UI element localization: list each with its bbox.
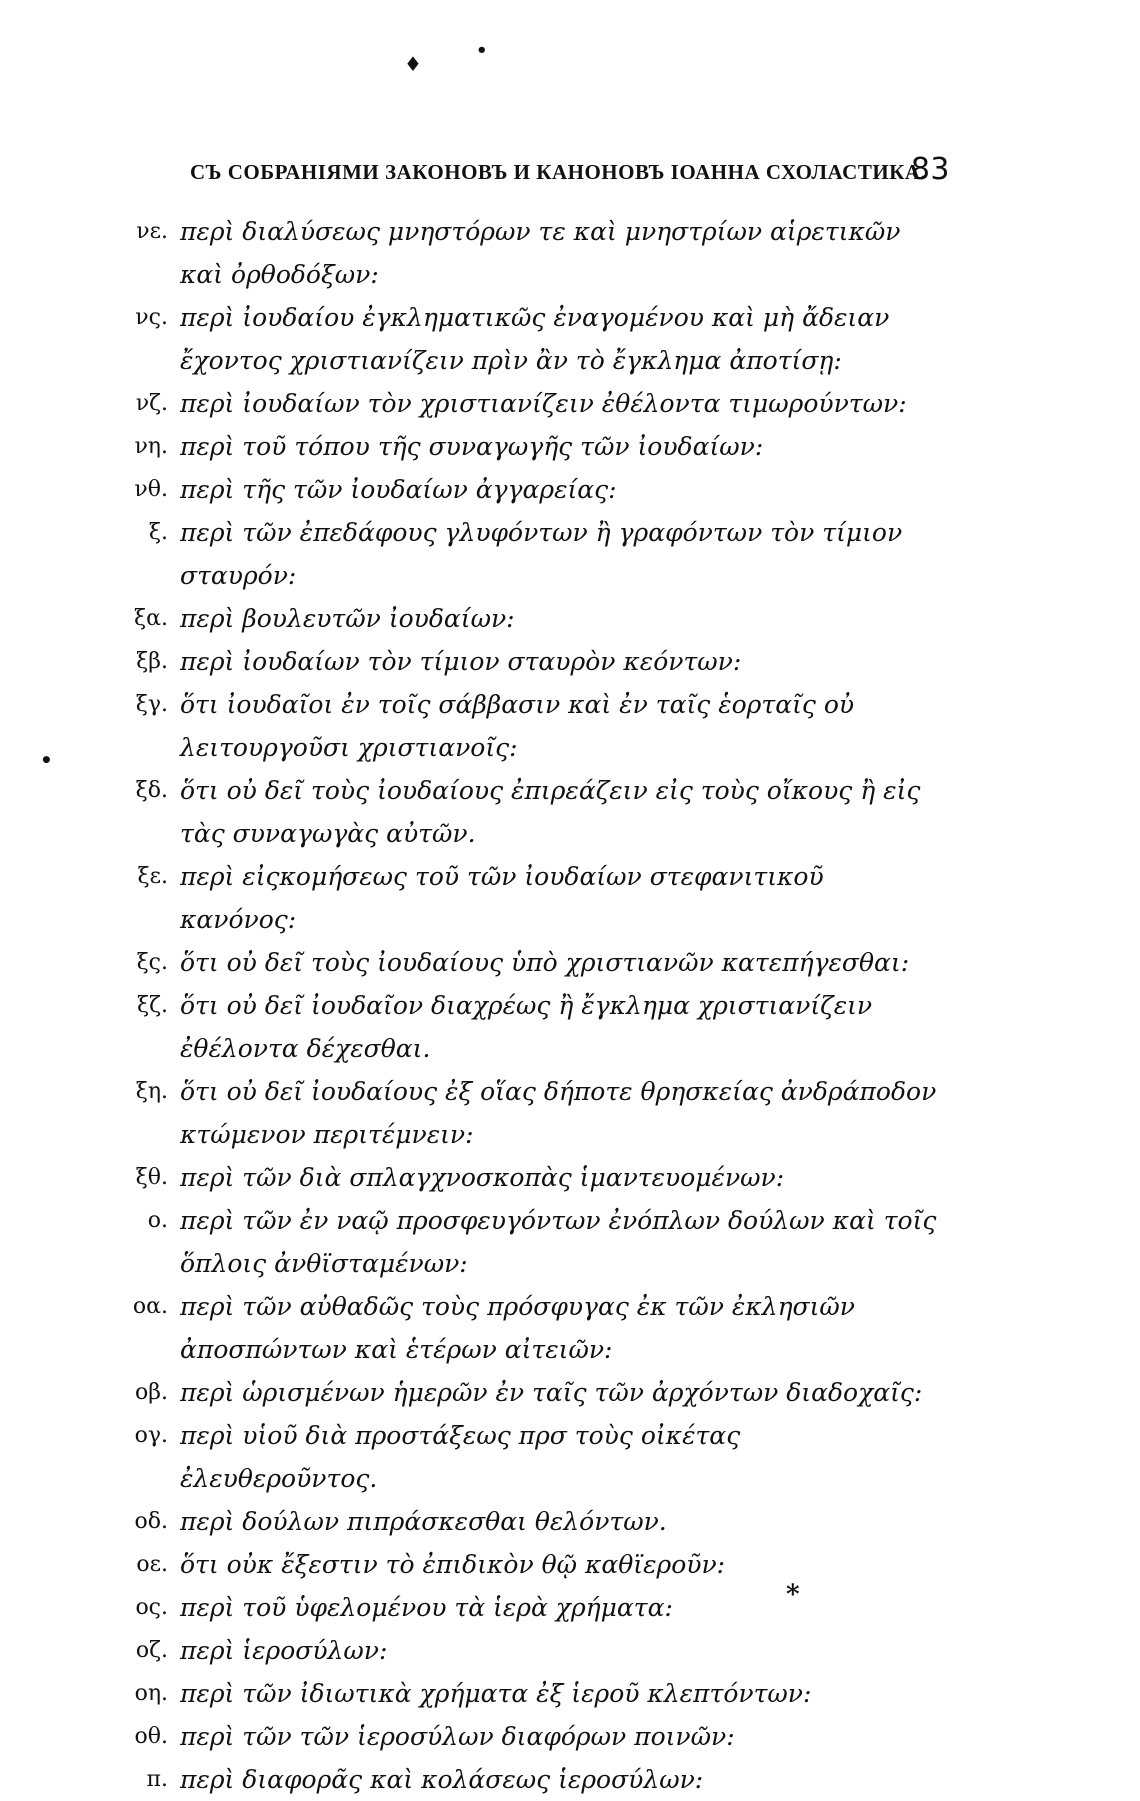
list-item	[120, 1199, 940, 1285]
ink-star-bottom: *	[786, 1580, 800, 1610]
entry-text: ὅτι ἰουδαῖοι ἐν τοῖς σάββασιν καὶ ἐν ταῖς ἑορταῖς οὐ λειτουργοῦσι χριστιανοῖς:	[180, 690, 855, 762]
list-item	[120, 1500, 940, 1543]
entry-number: ξη.	[135, 1079, 168, 1104]
entry-text: περὶ τῶν αὐθαδῶς τοὺς πρόσφυγας ἐκ τῶν ἐκλησιῶν ἀποσπώντων καὶ ἑτέρων αἰτειῶν:	[180, 1292, 855, 1364]
entry-number: ξς.	[136, 950, 168, 975]
entry-number: ξα.	[134, 606, 168, 631]
ink-dot-side: •	[40, 748, 53, 772]
entry-text: περὶ διαφορᾶς καὶ κολάσεως ἱεροσύλων:	[180, 1765, 704, 1794]
entry-text: περὶ ἱεροσύλων:	[180, 1636, 388, 1665]
entry-number: ξε.	[137, 864, 168, 889]
entry-text: ὅτι οὐ δεῖ τοὺς ἰουδαίους ὑπὸ χριστιανῶν κατεπήγεσθαι:	[180, 948, 910, 977]
entry-number: ος.	[135, 1595, 168, 1620]
list-item	[120, 855, 940, 941]
entry-number: ξ.	[148, 520, 168, 545]
entry-number: οδ.	[134, 1509, 168, 1534]
list-item	[120, 511, 940, 597]
header-title: СЪ СОБРАНІЯМИ ЗАКОНОВЪ И КАНОНОВЪ ІОАННА СХОЛАСТИКА.	[190, 160, 927, 184]
list-item	[120, 425, 940, 468]
entry-number: ξγ.	[135, 692, 168, 717]
entry-text: περὶ ἰουδαίων τὸν χριστιανίζειν ἐθέλοντα τιμωρούντων:	[180, 389, 907, 418]
entry-number: οβ.	[135, 1380, 168, 1405]
entry-text: περὶ διαλύσεως μνηστόρων τε καὶ μνηστρίων αἱρετικῶν καὶ ὀρθοδόξων:	[180, 217, 901, 289]
entry-number: ογ.	[134, 1423, 168, 1448]
entry-text: περὶ τῶν τῶν ἱεροσύλων διαφόρων ποινῶν:	[180, 1722, 735, 1751]
page-number: 83	[910, 152, 950, 187]
entry-number: νς.	[135, 305, 168, 330]
list-item	[120, 382, 940, 425]
entry-number: νη.	[134, 434, 168, 459]
list-item	[120, 1156, 940, 1199]
entry-text: ὅτι οὐ δεῖ τοὺς ἰουδαίους ἐπιρεάζειν εἰς τοὺς οἴκους ἢ εἰς τὰς συναγωγὰς αὐτῶν.	[180, 776, 921, 848]
list-item	[120, 597, 940, 640]
running-header	[190, 152, 950, 187]
entry-text: περὶ δούλων πιπράσκεσθαι θελόντων.	[180, 1507, 667, 1536]
entry-text: περὶ τοῦ τόπου τῆς συναγωγῆς τῶν ἰουδαίων:	[180, 432, 764, 461]
entry-text: περὶ τῶν διὰ σπλαγχνοσκοπὰς ἱμαντευομένων:	[180, 1163, 785, 1192]
list-item	[120, 640, 940, 683]
list-item	[120, 1586, 940, 1629]
entry-number: νε.	[136, 219, 168, 244]
entry-text: περὶ τοῦ ὑφελομένου τὰ ἱερὰ χρήματα:	[180, 1593, 673, 1622]
entry-text: περὶ βουλευτῶν ἰουδαίων:	[180, 604, 515, 633]
entry-text: ὅτι οὐκ ἔξεστιν τὸ ἐπιδικὸν θῷ καθϊεροῦν:	[180, 1550, 726, 1579]
list-item	[120, 296, 940, 382]
entry-text: περὶ ὡρισμένων ἡμερῶν ἐν ταῖς τῶν ἀρχόντων διαδοχαῖς:	[180, 1378, 923, 1407]
entry-number: νζ.	[135, 391, 168, 416]
entry-text: περὶ ἰουδαίων τὸν τίμιον σταυρὸν κεόντων:	[180, 647, 742, 676]
entry-number: οη.	[134, 1681, 168, 1706]
entry-text: περὶ εἰςκομήσεως τοῦ τῶν ἰουδαίων στεφανιτικοῦ κανόνος:	[180, 862, 824, 934]
list-item	[120, 1070, 940, 1156]
list-item	[120, 1543, 940, 1586]
entry-text: περὶ υἱοῦ διὰ προστάξεως πρσ τοὺς οἰκέτας ἐλευθεροῦντος.	[180, 1421, 741, 1493]
entry-number: ξζ.	[136, 993, 168, 1018]
list-item	[120, 1758, 940, 1801]
list-item	[120, 769, 940, 855]
entry-text: ὅτι οὐ δεῖ ἰουδαίους ἐξ οἵας δήποτε θρησκείας ἀνδράποδον κτώμενον περιτέμνειν:	[180, 1077, 937, 1149]
list-item	[120, 941, 940, 984]
list-item	[120, 984, 940, 1070]
entry-text: ὅτι οὐ δεῖ ἰουδαῖον διαχρέως ἢ ἔγκλημα χριστιανίζειν ἐθέλοντα δέχεσθαι.	[180, 991, 873, 1063]
entry-number: οα.	[132, 1294, 168, 1319]
ink-dot-top: •	[476, 40, 488, 61]
entry-text: περὶ τῶν ἰδιωτικὰ χρήματα ἐξ ἱεροῦ κλεπτόντων:	[180, 1679, 812, 1708]
list-item	[120, 1414, 940, 1500]
ink-mark-top: ♦	[404, 52, 422, 76]
entry-number: ξβ.	[136, 649, 168, 674]
list-item	[120, 1285, 940, 1371]
list-item	[120, 1672, 940, 1715]
list-item	[120, 1715, 940, 1758]
entry-number: ο.	[147, 1208, 168, 1233]
entry-number: νθ.	[134, 477, 168, 502]
entry-number: οθ.	[134, 1724, 168, 1749]
entry-number: ξδ.	[135, 778, 168, 803]
entry-text: περὶ τῆς τῶν ἰουδαίων ἀγγαρείας:	[180, 475, 617, 504]
list-item	[120, 683, 940, 769]
entry-number: π.	[146, 1767, 168, 1792]
list-item	[120, 210, 940, 296]
entry-text: περὶ τῶν ἐπεδάφους γλυφόντων ἢ γραφόντων τὸν τίμιον σταυρόν:	[180, 518, 903, 590]
list-item	[120, 1371, 940, 1414]
list-item	[120, 1629, 940, 1672]
list-item	[120, 468, 940, 511]
entry-number: ξθ.	[135, 1165, 168, 1190]
entry-text: περὶ ἰουδαίου ἐγκληματικῶς ἐναγομένου καὶ μὴ ἄδειαν ἔχοντος χριστιανίζειν πρὶν ἂν τὸ ἔγκλημα ἀποτίσῃ:	[180, 303, 890, 375]
canon-list	[120, 210, 940, 1801]
entry-number: οζ.	[135, 1638, 168, 1663]
entry-text: περὶ τῶν ἐν ναῷ προσφευγόντων ἐνόπλων δούλων καὶ τοῖς ὅπλοις ἀνθϊσταμένων:	[180, 1206, 937, 1278]
entry-number: οε.	[136, 1552, 168, 1577]
